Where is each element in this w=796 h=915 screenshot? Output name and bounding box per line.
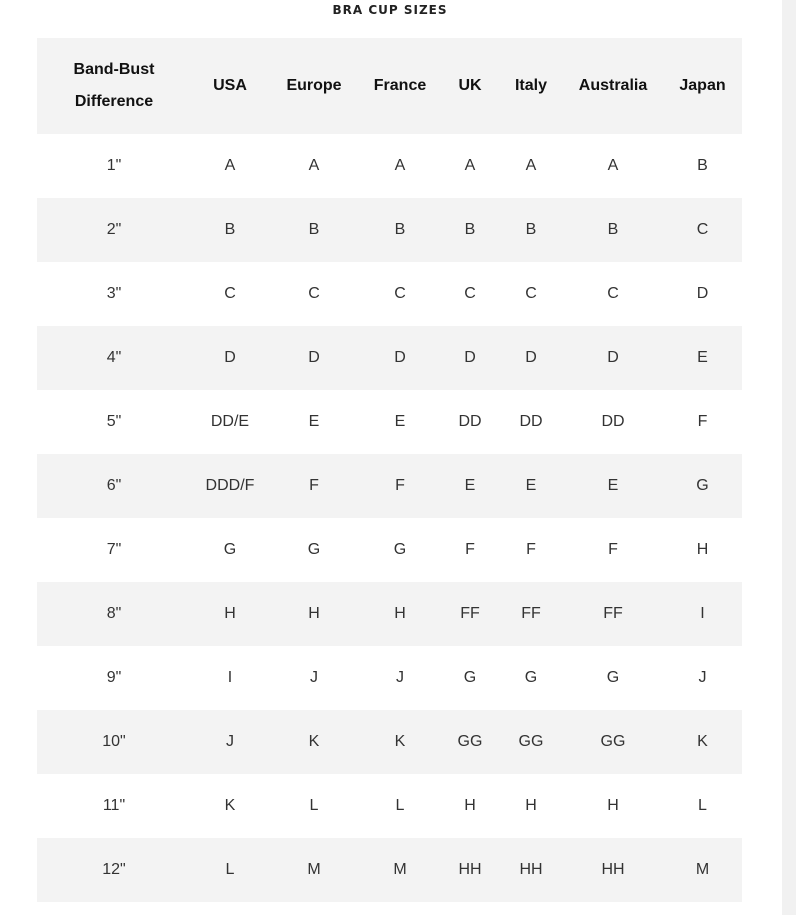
table-row <box>37 198 742 262</box>
cup-size-cell: E <box>441 454 499 518</box>
cup-size-cell: M <box>269 838 359 902</box>
cup-size-cell: I <box>663 582 742 646</box>
cup-size-cell: J <box>698 669 707 686</box>
band-bust-difference-cell: 6" <box>37 454 191 518</box>
cup-size-cell: H <box>359 582 441 646</box>
cup-size-cell: H <box>607 797 619 814</box>
cup-size-cell: I <box>227 669 233 686</box>
cup-size-cell: HH <box>441 838 499 902</box>
cup-size-cell: L <box>309 797 319 814</box>
table-row <box>37 134 742 198</box>
page-title: BRA CUP SIZES <box>332 3 448 17</box>
cup-size-cell: C <box>525 285 537 302</box>
cup-size-cell: B <box>563 198 663 262</box>
cup-size-cell: HH <box>563 838 663 902</box>
cup-size-cell: G <box>524 669 538 686</box>
band-bust-difference-cell: 7" <box>106 541 122 558</box>
cup-size-cell: C <box>394 285 406 302</box>
cup-size-cell: GG <box>563 710 663 774</box>
cup-size-cell: M <box>359 838 441 902</box>
cup-size-cell: F <box>697 413 708 430</box>
column-header: Band-Bust Difference <box>37 38 191 134</box>
table-row <box>37 390 742 454</box>
cup-size-cell: G <box>393 541 407 558</box>
cup-size-cell: L <box>395 797 405 814</box>
cup-size-cell: A <box>525 157 537 174</box>
cup-size-cell: L <box>698 797 707 814</box>
cup-size-cell: E <box>308 413 320 430</box>
column-header: Europe <box>269 38 359 134</box>
cup-size-cell: M <box>663 838 742 902</box>
cup-size-cell: A <box>308 157 320 174</box>
band-bust-difference-cell: 11" <box>102 797 126 814</box>
cup-size-cell: A <box>607 157 619 174</box>
cup-size-cell: G <box>606 669 620 686</box>
cup-size-cell: K <box>269 710 359 774</box>
table-row <box>37 518 742 582</box>
scrollbar-track[interactable] <box>782 0 796 915</box>
cup-size-cell: K <box>224 797 236 814</box>
cup-size-cell: J <box>191 710 269 774</box>
table-row <box>37 454 742 518</box>
cup-size-table <box>37 38 742 902</box>
cup-size-cell: J <box>396 669 404 686</box>
table-row <box>37 262 742 326</box>
cup-size-cell: H <box>191 582 269 646</box>
band-bust-difference-cell: 9" <box>106 669 122 686</box>
cup-size-cell: D <box>563 326 663 390</box>
cup-size-cell: D <box>441 326 499 390</box>
table-header-row <box>37 38 742 134</box>
cup-size-cell: GG <box>499 710 563 774</box>
cup-size-cell: H <box>464 797 476 814</box>
band-bust-difference-cell: 3" <box>106 285 122 302</box>
cup-size-cell: GG <box>441 710 499 774</box>
table-row <box>37 582 742 646</box>
cup-size-cell: D <box>191 326 269 390</box>
cup-size-cell: F <box>465 541 475 558</box>
column-header: UK <box>441 38 499 134</box>
cup-size-cell: D <box>359 326 441 390</box>
cup-size-cell: DD <box>601 413 625 430</box>
cup-size-cell: B <box>359 198 441 262</box>
table-row <box>37 774 742 838</box>
cup-size-cell: G <box>663 454 742 518</box>
cup-size-cell: FF <box>563 582 663 646</box>
cup-size-cell: A <box>394 157 406 174</box>
cup-size-cell: B <box>191 198 269 262</box>
cup-size-cell: DD/E <box>210 413 250 430</box>
cup-size-cell: L <box>191 838 269 902</box>
cup-size-cell: F <box>269 454 359 518</box>
cup-size-cell: D <box>696 285 709 302</box>
table-row <box>37 646 742 710</box>
cup-size-cell: A <box>464 157 476 174</box>
cup-size-cell: A <box>224 157 236 174</box>
cup-size-cell: B <box>441 198 499 262</box>
column-header: Italy <box>499 38 563 134</box>
cup-size-cell: DD <box>458 413 482 430</box>
cup-size-cell: DDD/F <box>191 454 269 518</box>
band-bust-difference-cell: 2" <box>37 198 191 262</box>
table-row <box>37 710 742 774</box>
cup-size-cell: G <box>307 541 321 558</box>
column-header: USA <box>191 38 269 134</box>
cup-size-cell: HH <box>499 838 563 902</box>
band-bust-difference-cell: 5" <box>106 413 122 430</box>
cup-size-cell: F <box>608 541 618 558</box>
cup-size-cell: K <box>663 710 742 774</box>
cup-size-cell: C <box>663 198 742 262</box>
cup-size-cell: C <box>607 285 619 302</box>
column-header: France <box>359 38 441 134</box>
band-bust-difference-cell: 1" <box>106 157 122 174</box>
cup-size-cell: H <box>525 797 537 814</box>
cup-size-cell: DD <box>519 413 543 430</box>
cup-size-cell: E <box>499 454 563 518</box>
cup-size-cell: C <box>464 285 476 302</box>
cup-size-cell: H <box>269 582 359 646</box>
cup-size-cell: E <box>563 454 663 518</box>
cup-size-cell: FF <box>499 582 563 646</box>
cup-size-cell: B <box>697 157 708 174</box>
cup-size-cell: E <box>663 326 742 390</box>
cup-size-cell: F <box>526 541 536 558</box>
table-row <box>37 838 742 902</box>
band-bust-difference-cell: 12" <box>37 838 191 902</box>
cup-size-cell: D <box>499 326 563 390</box>
column-header: Japan <box>663 38 742 134</box>
column-header: Australia <box>563 38 663 134</box>
cup-size-cell: G <box>223 541 237 558</box>
cup-size-cell: F <box>359 454 441 518</box>
table-row <box>37 326 742 390</box>
cup-size-cell: J <box>310 669 318 686</box>
cup-size-cell: B <box>269 198 359 262</box>
band-bust-difference-cell: 10" <box>37 710 191 774</box>
cup-size-cell: G <box>463 669 477 686</box>
band-bust-difference-cell: 4" <box>37 326 191 390</box>
cup-size-cell: D <box>269 326 359 390</box>
cup-size-cell: C <box>224 285 236 302</box>
cup-size-cell: FF <box>441 582 499 646</box>
cup-size-cell: K <box>359 710 441 774</box>
band-bust-difference-cell: 8" <box>37 582 191 646</box>
cup-size-cell: B <box>499 198 563 262</box>
cup-size-cell: C <box>308 285 320 302</box>
cup-size-cell: H <box>696 541 709 558</box>
cup-size-cell: E <box>394 413 406 430</box>
